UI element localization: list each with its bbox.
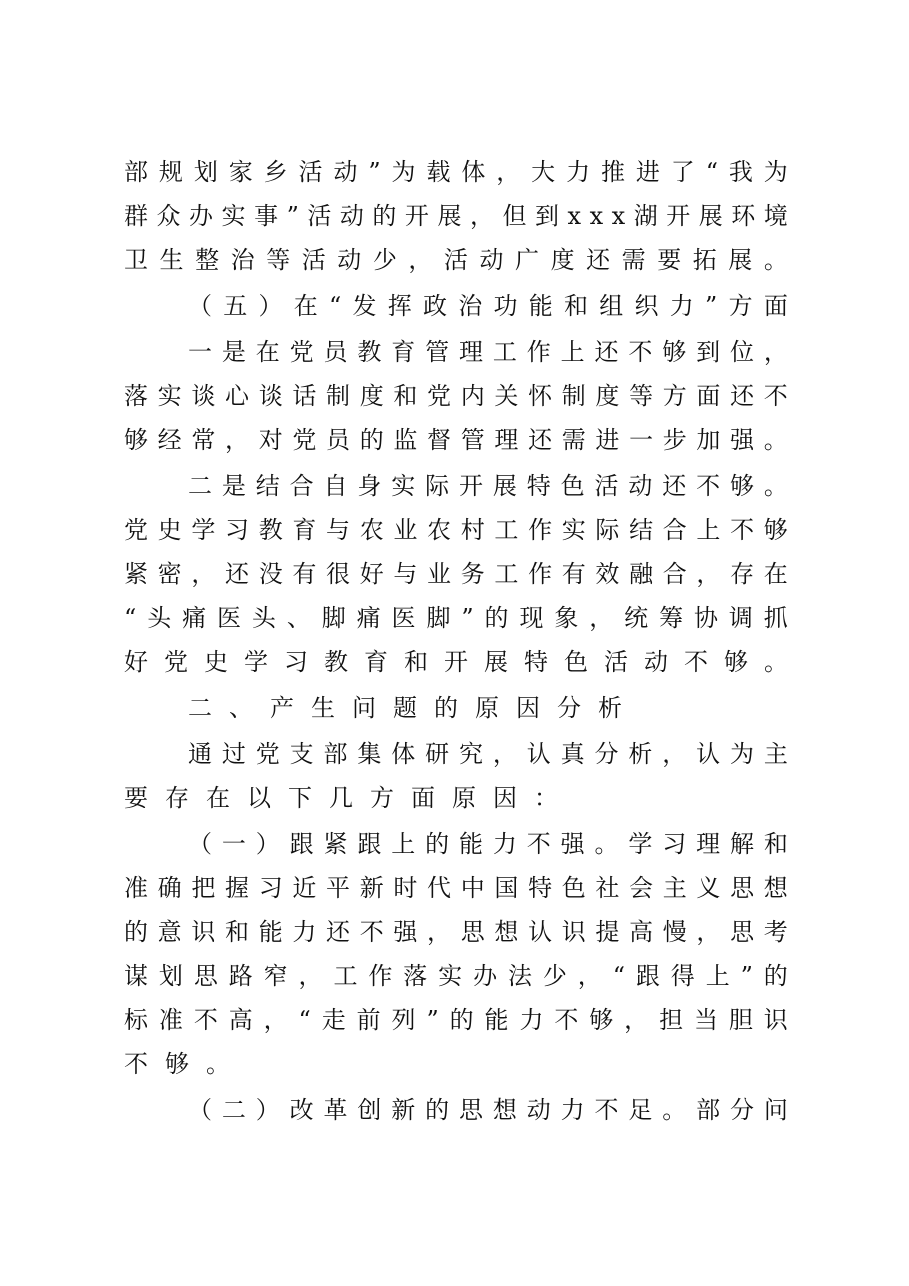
- text-line: 不够。: [124, 1050, 247, 1078]
- section-heading: （ 五 ） 在 “ 发 挥 政 治 功 能 和 组 织 力 ” 方 面: [188, 292, 788, 320]
- text-line: 谋 划 思 路 窄 ， 工 作 落 实 办 法 少 ， “ 跟 得 上 ” 的: [124, 962, 788, 990]
- section-heading: 二、产生问题的原因分析: [188, 694, 639, 722]
- text-line: 群 众 办 实 事 ” 活 动 的 开 展 ， 但 到 x x x 湖 开 展 环 境: [124, 202, 788, 230]
- text-line: 的 意 识 和 能 力 还 不 强 ， 思 想 认 识 提 高 慢 ， 思 考: [124, 918, 788, 946]
- text-line: 通 过 党 支 部 集 体 研 究 ， 认 真 分 析 ， 认 为 主: [188, 740, 788, 768]
- text-line: 标 准 不 高 ， “ 走 前 列 ” 的 能 力 不 够 ， 担 当 胆 识: [124, 1006, 788, 1034]
- text-line: （ 一 ） 跟 紧 跟 上 的 能 力 不 强 。 学 习 理 解 和: [188, 830, 788, 858]
- text-line: 卫 生 整 治 等 活 动 少 ， 活 动 广 度 还 需 要 拓 展 。: [124, 246, 788, 274]
- text-line: （ 二 ） 改 革 创 新 的 思 想 动 力 不 足 。 部 分 问: [188, 1096, 788, 1124]
- text-line: 紧 密 ， 还 没 有 很 好 与 业 务 工 作 有 效 融 合 ， 存 在: [124, 560, 788, 588]
- text-line: 落 实 谈 心 谈 话 制 度 和 党 内 关 怀 制 度 等 方 面 还 不: [124, 382, 788, 410]
- text-line: 党 史 学 习 教 育 与 农 业 农 村 工 作 实 际 结 合 上 不 够: [124, 516, 788, 544]
- text-line: 要存在以下几方面原因：: [124, 784, 575, 812]
- text-line: 好 党 史 学 习 教 育 和 开 展 特 色 活 动 不 够 。: [124, 648, 788, 676]
- text-line: 一 是 在 党 员 教 育 管 理 工 作 上 还 不 够 到 位 ，: [188, 338, 788, 366]
- text-line: 二 是 结 合 自 身 实 际 开 展 特 色 活 动 还 不 够 。: [188, 472, 788, 500]
- text-line: “ 头 痛 医 头 、 脚 痛 医 脚 ” 的 现 象 ， 统 筹 协 调 抓: [124, 604, 788, 632]
- text-line: 部 规 划 家 乡 活 动 ” 为 载 体 ， 大 力 推 进 了 “ 我 为: [124, 158, 788, 186]
- text-line: 够 经 常 ， 对 党 员 的 监 督 管 理 还 需 进 一 步 加 强 。: [124, 426, 788, 454]
- text-line: 准 确 把 握 习 近 平 新 时 代 中 国 特 色 社 会 主 义 思 想: [124, 874, 788, 902]
